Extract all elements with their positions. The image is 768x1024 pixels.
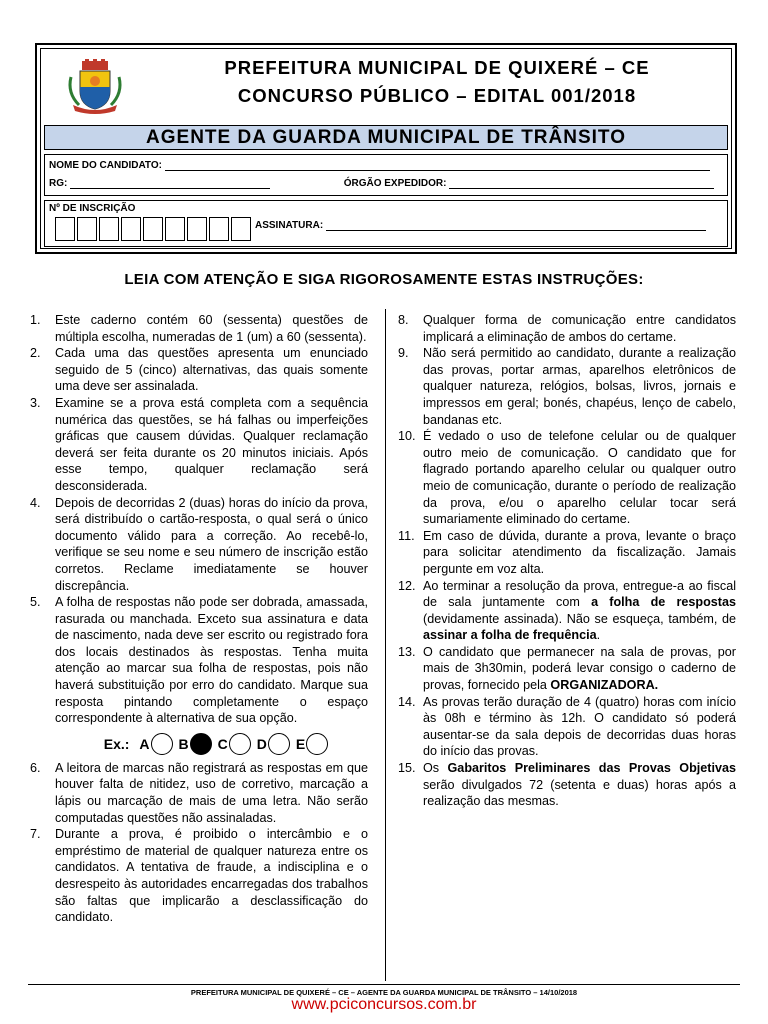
filled-bubble-icon — [190, 733, 212, 755]
rg-row — [49, 178, 721, 189]
footer-rule — [28, 984, 740, 985]
registration-cell[interactable] — [165, 217, 185, 241]
registration-cell[interactable] — [121, 217, 141, 241]
issuer-field[interactable] — [449, 178, 714, 189]
bubble-icon — [151, 733, 173, 755]
example-option-d: D — [257, 733, 290, 755]
bubble-icon — [306, 733, 328, 755]
instruction-item-7: 7. Durante a prova, é proibido o intercâmbio e o empréstimo de material de qualquer natureza entre os candidatos. A tentativa de fraude, a indisciplina e o desrespeito às autoridades encarregadas dos trabalhos são faltas que implicarão a desclassificação do candidato. — [30, 827, 368, 925]
instruction-item-9: 9. Não será permitido ao candidato, durante a realização das provas, portar armas, aparelhos eletrônicos de qualquer natureza, relógios, bolsas, livros, jornais e impressos em geral; bonés, chapéus, lenço de cabelo, bandanas etc. — [398, 346, 736, 427]
issuer-label: ÓRGÃO EXPEDIDOR: — [343, 178, 447, 189]
signature-field[interactable] — [326, 220, 706, 231]
position-title: AGENTE DA GUARDA MUNICIPAL DE TRÂNSITO — [44, 125, 728, 150]
instruction-item-5: 5. A folha de respostas não pode ser dobrada, amassada, rasurada ou manchada. Exceto sua assinatura e data de nascimento, nada deve ser escrito ou registrado fora dos locais destinados às respostas. Tenha muita atenção ao marcar sua folha de respostas, pois não haverá substituição por erro do candidato. Marque sua resposta pintando completamente o espaço correspondente à alternativa de sua opção. — [30, 595, 368, 726]
footer-text: PREFEITURA MUNICIPAL DE QUIXERÉ – CE – AGENTE DA GUARDA MUNICIPAL DE TRÂNSITO – 14/10/2018 — [190, 988, 578, 997]
instruction-item-10: 10. É vedado o uso de telefone celular ou de qualquer outro meio de comunicação. O candidato que for flagrado portando aparelho celular ou qualquer outro meio de comunicação, durante o período de realização da prova, e/ou o aparelho celular tocar será sumariamente eliminado do certame. — [398, 429, 736, 527]
header-line-1: PREFEITURA MUNICIPAL DE QUIXERÉ – CE — [224, 57, 650, 78]
registration-cell[interactable] — [77, 217, 97, 241]
candidate-info-box — [44, 154, 728, 196]
registration-cell[interactable] — [55, 217, 75, 241]
instruction-item-2: 2. Cada uma das questões apresenta um enunciado seguido de 5 (cinco) alternativas, das quais somente uma deve ser assinalada. — [30, 346, 368, 394]
example-option-c: C — [218, 733, 251, 755]
registration-cells — [55, 217, 253, 241]
watermark-link[interactable]: www.pciconcursos.com.br — [291, 996, 477, 1013]
header-frame — [35, 43, 737, 254]
instructions-left-column — [30, 312, 368, 926]
bubble-icon — [268, 733, 290, 755]
instruction-item-13: 13. O candidato que permanecer na sala de provas, por mais de 3h30min, poderá levar consigo o caderno de provas, fornecido pela ORGANIZADORA. — [398, 644, 736, 693]
instruction-item-14: 14. As provas terão duração de 4 (quatro) horas com início às 08h e término às 12h. O candidato só poderá ausentar-se da sala depois de decorridas duas horas do início das provas. — [398, 694, 736, 759]
rg-field[interactable] — [70, 178, 270, 189]
instructions-heading: LEIA COM ATENÇÃO E SIGA RIGOROSAMENTE ESTAS INSTRUÇÕES: — [124, 271, 644, 288]
registration-cell[interactable] — [99, 217, 119, 241]
instruction-item-4: 4. Depois de decorridas 2 (duas) horas do início da prova, será distribuído o cartão-resposta, o qual será o único documento válido para a correção. Ao recebê-lo, verifique se seu nome e seu número de inscrição estão corretos. Reclame imediatamente se houver discrepância. — [30, 495, 368, 593]
name-row — [49, 160, 721, 171]
example-option-a: A — [139, 733, 172, 755]
signature-row — [255, 220, 706, 231]
name-label: NOME DO CANDIDATO: — [49, 160, 162, 171]
instruction-item-11: 11. Em caso de dúvida, durante a prova, levante o braço para solicitar atendimento da fiscalização. Jamais pergunte em voz alta. — [398, 528, 736, 576]
column-divider — [385, 309, 386, 981]
signature-label: ASSINATURA: — [255, 220, 324, 231]
registration-cell[interactable] — [231, 217, 251, 241]
rg-label: RG: — [49, 178, 68, 189]
bubble-icon — [229, 733, 251, 755]
instruction-item-6: 6. A leitora de marcas não registrará as respostas em que houver falta de nitidez, uso de corretivo, marcação a lápis ou marcação de mais de uma letra. Não serão computadas questões não assinaladas. — [30, 760, 368, 825]
example-option-e: E — [296, 733, 328, 755]
registration-cell[interactable] — [187, 217, 207, 241]
registration-cell[interactable] — [209, 217, 229, 241]
instruction-item-15: 15. Os Gabaritos Preliminares das Provas Objetivas serão divulgados 72 (setenta e duas) horas após a realização das mesmas. — [398, 761, 736, 809]
example-option-b: B — [179, 733, 212, 755]
example-label: Ex.: — [103, 735, 130, 752]
registration-label: Nº DE INSCRIÇÃO — [49, 203, 136, 214]
instruction-item-1: 1. Este caderno contém 60 (sessenta) questões de múltipla escolha, numeradas de 1 (um) a 60 (sessenta). — [30, 313, 368, 344]
header-line-2: CONCURSO PÚBLICO – EDITAL 001/2018 — [237, 85, 637, 106]
municipal-coat-of-arms-icon — [65, 59, 125, 115]
instruction-item-12: 12. Ao terminar a resolução da prova, entregue-a ao fiscal de sala juntamente com a folha de respostas (devidamente assinada). Não se esqueça, também, de assinar a folha de frequência. — [398, 578, 737, 643]
registration-box — [44, 200, 728, 247]
instruction-item-3: 3. Examine se a prova está completa com a sequência numérica das questões, se há falhas ou imperfeições gráficas que causem dúvidas. Qualquer reclamação deverá ser feita durante os 20 minutos iniciais. Após esse tempo, qualquer reclamação será desconsiderada. — [30, 395, 368, 493]
answer-example — [30, 730, 368, 758]
instructions-right-column — [398, 312, 736, 810]
instruction-item-8: 8. Qualquer forma de comunicação entre candidatos implicará a eliminação de ambos do certame. — [398, 313, 736, 344]
registration-cell[interactable] — [143, 217, 163, 241]
name-field[interactable] — [165, 160, 710, 171]
